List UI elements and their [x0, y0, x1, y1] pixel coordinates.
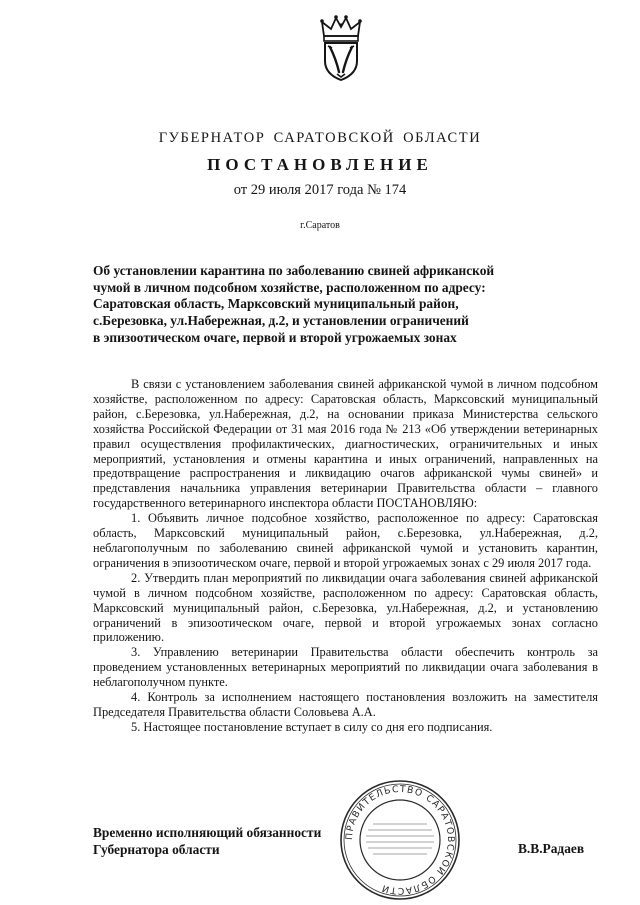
saratov-crown-emblem-icon	[314, 14, 368, 84]
document-heading	[93, 263, 533, 347]
body-paragraph-item-1: 1. Объявить личное подсобное хозяйство, расположенное по адресу: Саратовская область, Марксовский муниципальный район, с.Березовка, ул.Набережная, д.2, неблагополучным по заболеванию свиней африканской чумой и установить карантин, ограничения в эпизоотическом очаге, первой и второй угрожаемых зонах с 29 июля 2017 года.	[93, 511, 598, 570]
signatory-name: В.В.Радаев	[518, 841, 585, 856]
body-paragraph-item-5: 5. Настоящее постановление вступает в силу со дня его подписания.	[131, 719, 493, 734]
heading-line: чумой в личном подсобном хозяйстве, расположенном по адресу:	[93, 279, 486, 295]
body-paragraph-item-4: 4. Контроль за исполнением настоящего постановления возложить на заместителя Председателя Правительства области Соловьева А.А.	[93, 690, 598, 719]
body-paragraph-item-2: 2. Утвердить план мероприятий по ликвидации очага заболевания свиней африканской чумой в личном подсобном хозяйстве, расположенном по адресу: Саратовская область, Марксовский муниципальный район, с.Березовка, ул.Набережная, д.2, и установлению ограничений в эпизоотическом очаге, первой и второй угрожаемых зонах согласно приложению.	[93, 570, 598, 645]
document-type: ПОСТАНОВЛЕНИЕ	[207, 155, 433, 174]
seal-outer-text: ПРАВИТЕЛЬСТВО САРАТОВСКОЙ ОБЛАСТИ	[343, 783, 457, 897]
body-paragraph-item-3: 3. Управлению ветеринарии Правительства области обеспечить контроль за проведением установленных ветеринарных мероприятий по ликвидации очага заболевания в неблагополучном пункте.	[93, 645, 598, 690]
signatory-position-line: Временно исполняющий обязанности	[93, 825, 322, 840]
heading-line: Саратовская область, Марксовский муниципальный район,	[93, 296, 459, 312]
heading-line: с.Березовка, ул.Набережная, д.2, и установлении ограничений	[93, 313, 469, 329]
city-name: г.Саратов	[300, 220, 340, 231]
heading-line: Об установлении карантина по заболеванию свиней африканской	[93, 263, 495, 278]
document-body	[93, 377, 598, 735]
signatory-position	[93, 824, 321, 858]
signatory-position-line: Губернатора области	[93, 842, 220, 857]
body-paragraph-preamble: В связи с установлением заболевания свиней африканской чумой в личном подсобном хозяйстве, расположенном по адресу: Саратовская область, Марксовский муниципальный район, с.Березовка, ул.Набережная, д.2, на основании приказа Министерства сельского хозяйства Российской Федерации от 31 мая 2016 года № 213 «Об утверждении ветеринарных правил осуществления профилактических, диагностических, ограничительных и иных мероприятий, установления и отмены карантина и иных ограничений, направленных на предотвращение распространения и ликвидацию очагов африканской чумы свиней» и представления начальника управления ветеринарии Правительства области – главного государственного ветеринарного инспектора области ПОСТАНОВЛЯЮ:	[93, 377, 598, 511]
date-and-number: от 29 июля 2017 года № 174	[233, 182, 407, 198]
official-round-seal-icon	[338, 778, 462, 902]
heading-line: в эпизоотическом очаге, первой и второй угрожаемых зонах	[93, 329, 457, 345]
issuing-authority: ГУБЕРНАТОР САРАТОВСКОЙ ОБЛАСТИ	[158, 130, 482, 146]
